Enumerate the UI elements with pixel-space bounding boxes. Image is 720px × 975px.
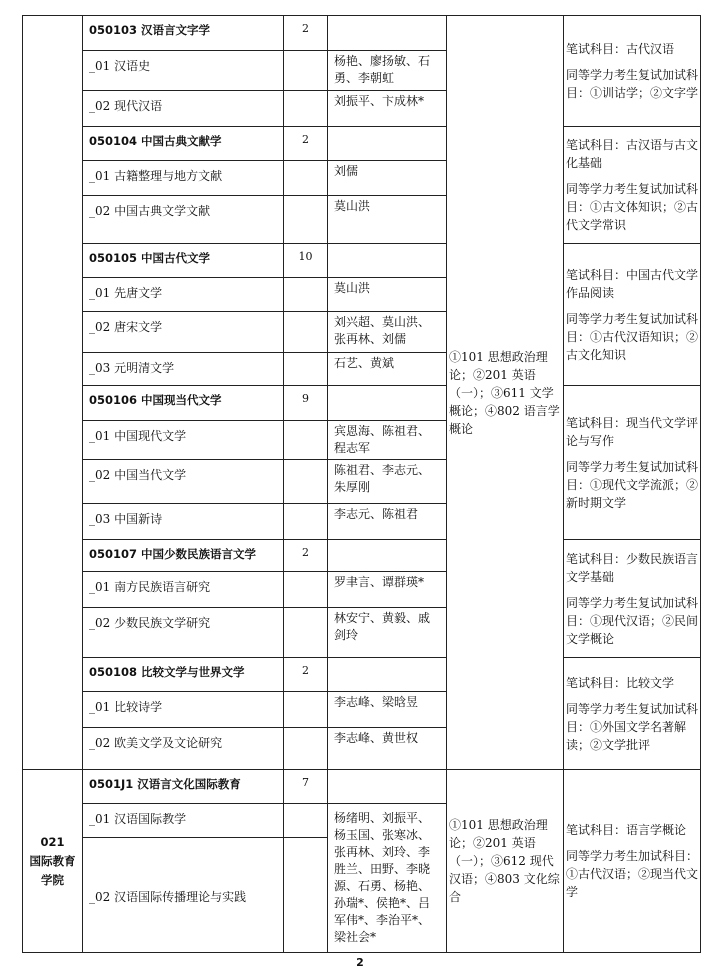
table-row [23, 244, 701, 278]
extra-subjects: 同等学力考生加试科目：①古代汉语；②现当代文学 [566, 849, 699, 899]
remarks-cell [564, 540, 701, 658]
teachers-cell [328, 16, 447, 51]
extra-subjects: 同等学力考生复试加试科目：①现代汉语；②民间文学概论 [566, 595, 699, 646]
direction-name: _02 少数民族文学研究 [83, 608, 284, 658]
teachers-cell [328, 386, 447, 421]
teachers-cell [328, 540, 447, 572]
teachers-cell: 宾恩海、陈祖君、程志军 [328, 421, 447, 460]
major-name: 050106 中国现当代文学 [83, 386, 284, 421]
major-name: 050105 中国古代文学 [83, 244, 284, 278]
direction-name: _03 元明清文学 [83, 353, 284, 386]
teachers-cell [328, 127, 447, 161]
direction-name: _01 先唐文学 [83, 278, 284, 312]
direction-name: _01 中国现代文学 [83, 421, 284, 460]
extra-subjects: 同等学力考生复试加试科目：①古代汉语知识；②古文化知识 [566, 311, 699, 362]
teachers-cell: 李志峰、黄世权 [328, 728, 447, 770]
enrollment-count: 2 [284, 540, 328, 572]
direction-name: _02 中国古典文学文献 [83, 196, 284, 244]
direction-name: _01 南方民族语言研究 [83, 572, 284, 608]
remarks-cell [564, 770, 701, 953]
major-name: 050103 汉语言文字学 [83, 16, 284, 51]
direction-name: _02 中国当代文学 [83, 460, 284, 504]
direction-name: _01 比较诗学 [83, 692, 284, 728]
admissions-table [22, 15, 701, 953]
extra-subjects: 同等学力考生复试加试科目：①训诂学；②文字学 [566, 68, 699, 100]
table-row [23, 770, 701, 804]
direction-name: _02 汉语国际传播理论与实践 [83, 838, 284, 953]
table-row [23, 16, 701, 51]
enrollment-count [284, 504, 328, 540]
exam-subjects-group-1: ①101 思想政治理论；②201 英语（一）；③611 文学概论；④802 语言学概论 [447, 16, 564, 770]
teachers-cell: 陈祖君、李志元、朱厚刚 [328, 460, 447, 504]
major-name: 050107 中国少数民族语言文学 [83, 540, 284, 572]
direction-name: _03 中国新诗 [83, 504, 284, 540]
teachers-cell: 李志元、陈祖君 [328, 504, 447, 540]
written-subject: 笔试科目：比较文学 [566, 675, 675, 690]
college-name: 国际教育学院 [29, 853, 76, 887]
teachers-cell: 李志峰、梁晗昱 [328, 692, 447, 728]
college-cell-empty [23, 16, 83, 770]
teachers-cell [328, 658, 447, 692]
enrollment-count [284, 572, 328, 608]
teachers-cell [328, 244, 447, 278]
enrollment-count [284, 312, 328, 353]
direction-name: _01 古籍整理与地方文献 [83, 161, 284, 196]
enrollment-count [284, 196, 328, 244]
extra-subjects: 同等学力考生复试加试科目：①外国文学名著解读；②文学批评 [566, 701, 699, 752]
teachers-cell [328, 770, 447, 804]
written-subject: 笔试科目：古代汉语 [566, 42, 675, 56]
major-name: 0501J1 汉语言文化国际教育 [83, 770, 284, 804]
extra-subjects: 同等学力考生复试加试科目：①现代文学流派；②新时期文学 [566, 459, 699, 510]
teachers-cell: 莫山洪 [328, 196, 447, 244]
remarks-cell [564, 127, 701, 244]
direction-name: _02 欧美文学及文论研究 [83, 728, 284, 770]
exam-subjects-group-2: ①101 思想政治理论；②201 英语（一）；③612 现代汉语；④803 文化综合 [447, 770, 564, 953]
enrollment-count [284, 838, 328, 953]
direction-name: _01 汉语国际教学 [83, 804, 284, 838]
enrollment-count [284, 353, 328, 386]
teachers-cell: 刘儒 [328, 161, 447, 196]
written-subject: 笔试科目：少数民族语言文学基础 [566, 551, 699, 584]
teachers-cell: 林安宁、黄毅、戚剑玲 [328, 608, 447, 658]
written-subject: 笔试科目：古汉语与古文化基础 [566, 138, 699, 170]
college-code: 021 [40, 834, 65, 849]
enrollment-count [284, 608, 328, 658]
table-row [23, 127, 701, 161]
table-row [23, 386, 701, 421]
enrollment-count: 2 [284, 127, 328, 161]
enrollment-count [284, 692, 328, 728]
table-row [23, 540, 701, 572]
direction-name: _02 唐宋文学 [83, 312, 284, 353]
remarks-cell [564, 386, 701, 540]
enrollment-count [284, 460, 328, 504]
remarks-cell [564, 16, 701, 127]
remarks-cell [564, 244, 701, 386]
teachers-cell: 刘振平、卞成林* [328, 91, 447, 127]
enrollment-count: 2 [284, 16, 328, 51]
page-number: 2 [356, 956, 364, 969]
teachers-cell: 罗聿言、谭群瑛* [328, 572, 447, 608]
teachers-cell: 杨绪明、刘振平、杨玉国、张寒冰、张再林、刘玲、李胜兰、田野、李晓源、石勇、杨艳、 孙瑞*、侯艳*、吕军伟*、李治平*、梁社会* [328, 804, 447, 953]
enrollment-count [284, 278, 328, 312]
teachers-cell: 莫山洪 [328, 278, 447, 312]
enrollment-count: 9 [284, 386, 328, 421]
enrollment-count [284, 804, 328, 838]
enrollment-count: 10 [284, 244, 328, 278]
direction-name: _02 现代汉语 [83, 91, 284, 127]
written-subject: 笔试科目：中国古代文学作品阅读 [566, 267, 699, 300]
enrollment-count [284, 91, 328, 127]
enrollment-count: 2 [284, 658, 328, 692]
major-name: 050108 比较文学与世界文学 [83, 658, 284, 692]
written-subject: 笔试科目：现当代文学评论与写作 [566, 415, 699, 448]
enrollment-count [284, 51, 328, 91]
remarks-cell [564, 658, 701, 770]
major-name: 050104 中国古典文献学 [83, 127, 284, 161]
enrollment-count [284, 161, 328, 196]
enrollment-count [284, 728, 328, 770]
direction-name: _01 汉语史 [83, 51, 284, 91]
extra-subjects: 同等学力考生复试加试科目：①古文体知识；②古代文学常识 [566, 182, 699, 232]
written-subject: 笔试科目：语言学概论 [566, 823, 687, 837]
teachers-cell: 杨艳、廖扬敏、石勇、李朝虹 [328, 51, 447, 91]
teachers-cell: 石艺、黄斌 [328, 353, 447, 386]
enrollment-count [284, 421, 328, 460]
teachers-cell: 刘兴超、莫山洪、张再林、刘儒 [328, 312, 447, 353]
enrollment-count: 7 [284, 770, 328, 804]
college-cell [23, 770, 83, 953]
table-row [23, 658, 701, 692]
